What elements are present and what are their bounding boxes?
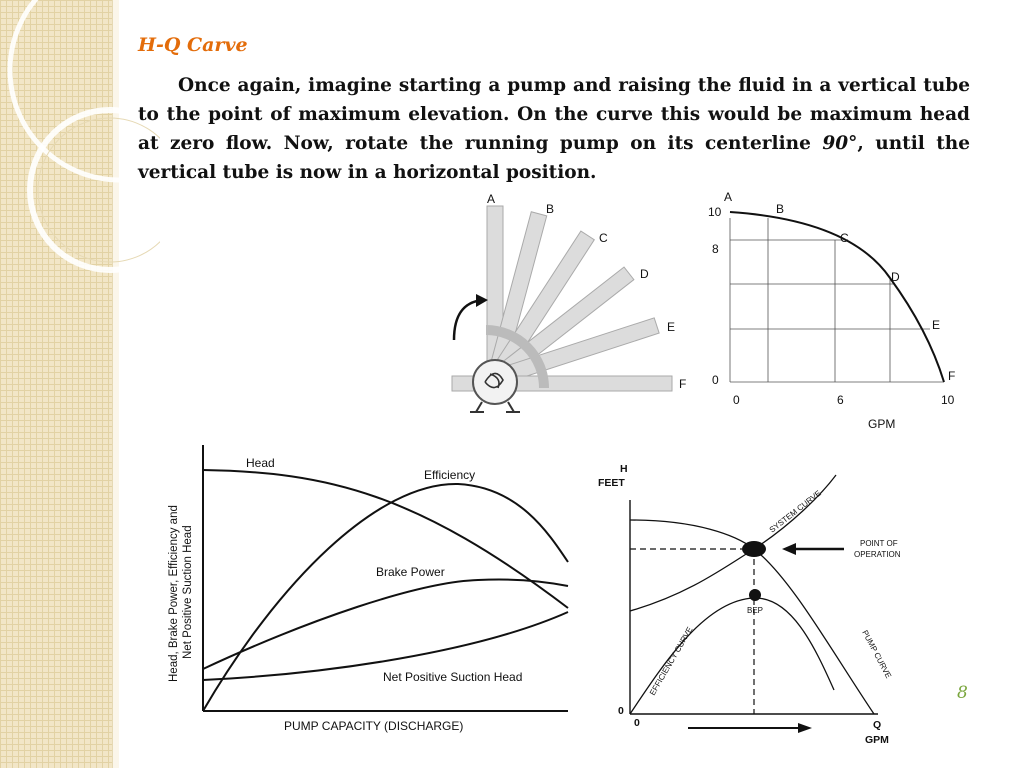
decorative-circles	[0, 0, 160, 330]
head-curve	[203, 470, 568, 608]
hq-point-f: F	[948, 369, 956, 383]
char-y-axis-label-line2: Net Positive Suction Head	[182, 525, 194, 659]
operating-point-figure	[586, 460, 926, 760]
hq-point-d: D	[891, 270, 900, 284]
op-x-unit-q: Q	[873, 719, 882, 731]
char-y-axis-label-line1: Head, Brake Power, Efficiency and	[168, 505, 180, 682]
pump-characteristics-figure	[158, 442, 570, 742]
head-curve-label: Head	[246, 456, 275, 470]
rotation-arrow	[454, 300, 482, 340]
system-curve-line	[630, 475, 836, 611]
pump-curve-label: PUMP CURVE	[860, 628, 894, 680]
operation-label-line2: OPERATION	[854, 550, 901, 559]
op-origin-x: 0	[634, 717, 640, 729]
bep-label: BEP	[747, 606, 764, 615]
hq-y-tick-0: 0	[712, 373, 719, 387]
paragraph-text-1: Once again, imagine starting a pump and raising the fluid in a vertical tube to the point of maximum elevation. On the curve this would be maximum head at zero flow. Now, rotate the running pump on its centerline	[138, 75, 970, 154]
op-y-unit-feet: FEET	[598, 477, 625, 489]
tube-label-e: E	[667, 320, 676, 334]
hq-curve	[730, 212, 944, 382]
tube-label-c: C	[599, 231, 608, 245]
efficiency-curve-label: EFFICIENCY CURVE	[647, 625, 695, 697]
brake-power-curve	[203, 579, 568, 669]
tube-label-b: B	[546, 202, 555, 216]
op-y-unit-h: H	[620, 463, 628, 475]
flow-arrow-head	[798, 723, 812, 733]
hq-y-tick-10: 10	[708, 205, 722, 219]
hq-x-tick-0: 0	[733, 393, 740, 407]
rotating-tube-figure	[440, 190, 710, 420]
body-paragraph	[138, 71, 970, 187]
npsh-curve-label: Net Positive Suction Head	[383, 670, 523, 684]
hq-x-tick-10: 10	[941, 393, 955, 407]
paragraph-angle: 90°	[822, 133, 858, 154]
hq-point-a: A	[724, 190, 733, 204]
paragraph-text-2: , until the vertical tube is now in a horizontal position.	[138, 133, 971, 183]
hq-point-e: E	[932, 318, 941, 332]
bep-marker	[749, 589, 761, 601]
hq-y-tick-8: 8	[712, 242, 719, 256]
hq-point-c: C	[840, 231, 849, 245]
efficiency-curve-label: Efficiency	[424, 468, 476, 482]
slide-title: H-Q Carve	[138, 34, 248, 56]
hq-x-unit: GPM	[868, 417, 896, 431]
tube-label-a: A	[487, 192, 496, 206]
page-number: 8	[957, 683, 968, 703]
pump-housing	[473, 360, 517, 404]
hq-x-tick-6: 6	[837, 393, 844, 407]
rotation-arrowhead	[476, 294, 488, 307]
operation-point-marker	[742, 541, 766, 557]
op-x-unit-gpm: GPM	[865, 734, 889, 746]
tube-label-f: F	[679, 377, 687, 391]
hq-curve-figure	[700, 190, 970, 440]
char-x-axis-label: PUMP CAPACITY (DISCHARGE)	[284, 719, 464, 733]
brake-power-curve-label: Brake Power	[376, 565, 445, 579]
hq-point-b: B	[776, 202, 785, 216]
operation-label-line1: POINT OF	[860, 539, 898, 548]
system-curve-label: SYSTEM CURVE	[767, 488, 823, 535]
op-origin-y: 0	[618, 705, 624, 717]
operation-pointer-head	[782, 543, 796, 555]
efficiency-curve-line	[630, 598, 834, 714]
tube-label-d: D	[640, 267, 649, 281]
